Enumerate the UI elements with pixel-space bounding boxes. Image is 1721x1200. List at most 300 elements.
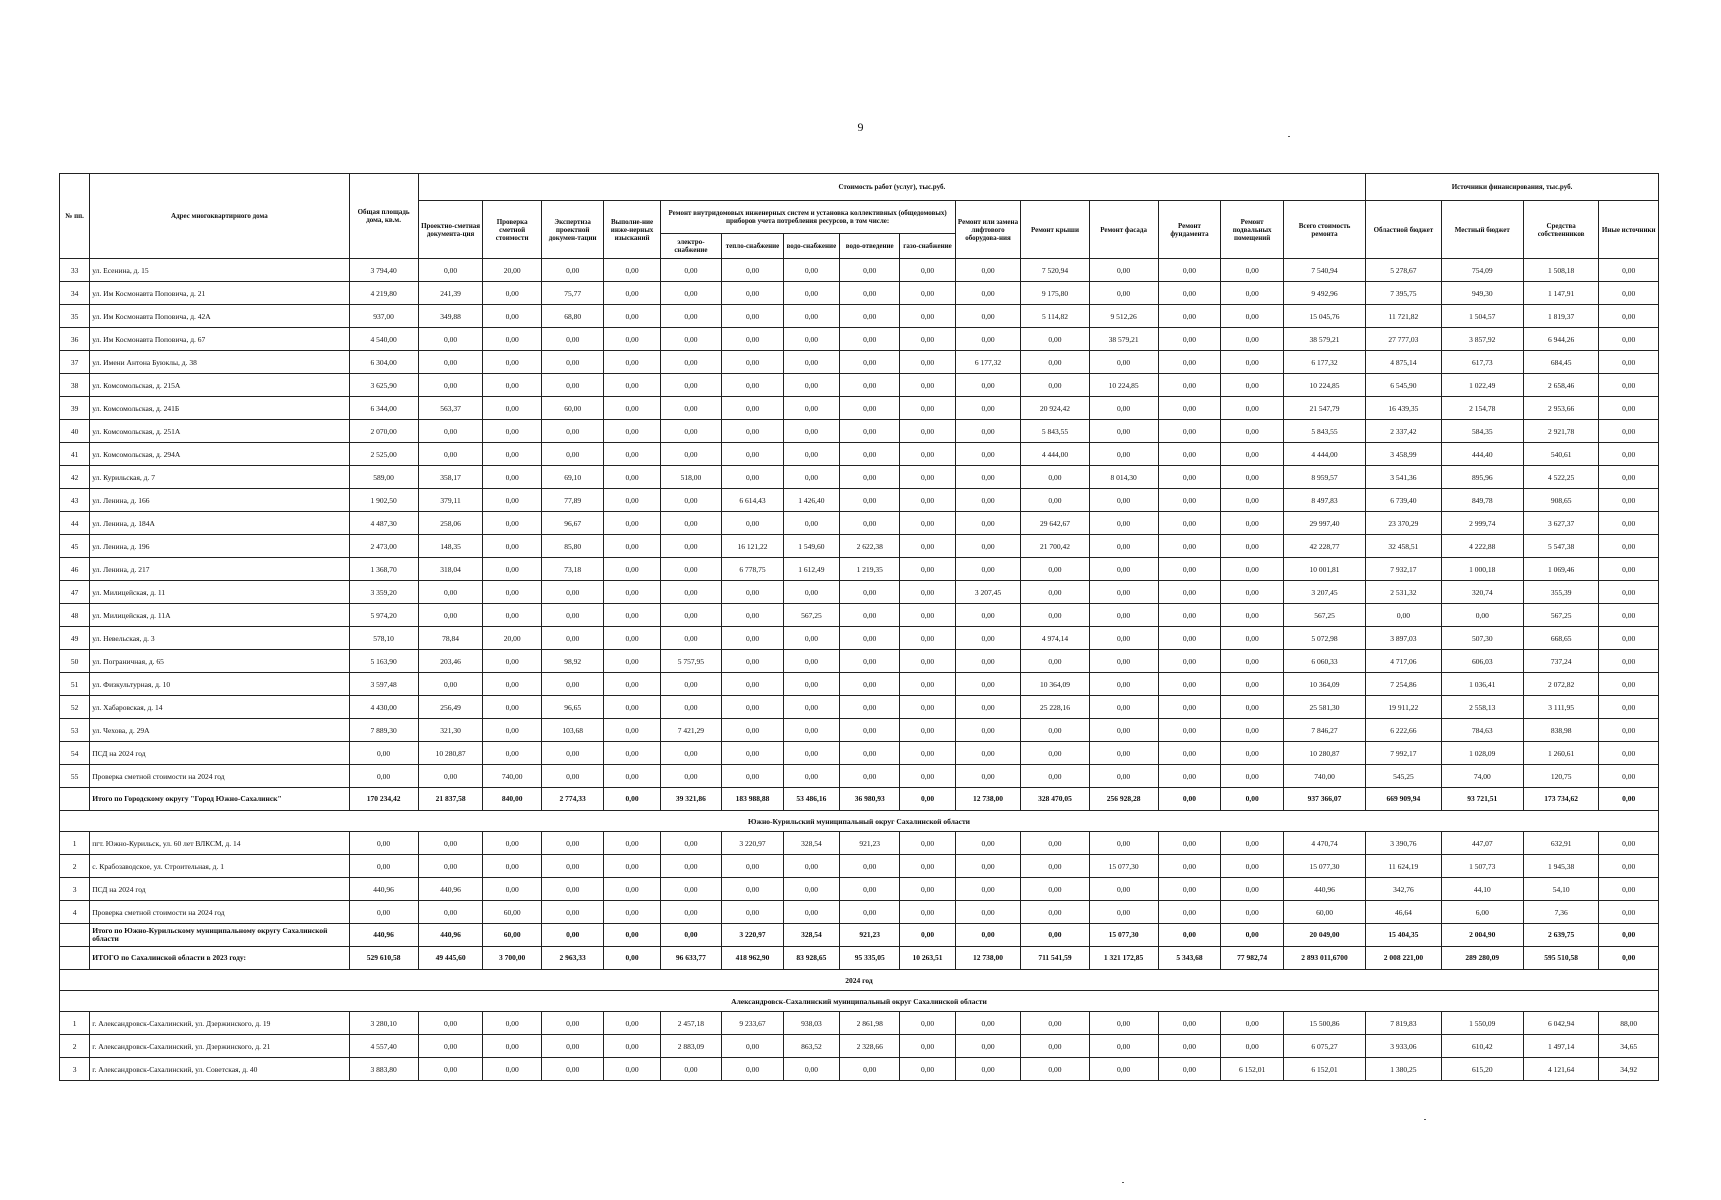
row-value: 3 220,97 <box>722 924 784 947</box>
row-value: 0,00 <box>1599 696 1659 719</box>
row-value: 4 557,40 <box>349 1035 418 1058</box>
row-value: 6 177,32 <box>955 351 1021 374</box>
row-value: 0,00 <box>541 765 604 788</box>
row-value: 0,00 <box>604 351 660 374</box>
row-value: 0,00 <box>783 397 839 420</box>
row-number <box>60 924 90 947</box>
row-value: 0,00 <box>660 282 722 305</box>
row-value: 0,00 <box>1599 788 1659 811</box>
row-value: 0,00 <box>1089 1058 1158 1081</box>
row-value: 0,00 <box>1599 765 1659 788</box>
row-value: 0,00 <box>418 1058 483 1081</box>
row-number: 50 <box>60 650 90 673</box>
row-value: 203,46 <box>418 650 483 673</box>
row-value: 0,00 <box>839 719 900 742</box>
row-address: ул. Имени Антона Буюклы, д. 38 <box>90 351 349 374</box>
header-sources-group: Источники финансирования, тыс.руб. <box>1366 174 1659 201</box>
row-value: 0,00 <box>900 924 955 947</box>
row-value: 2 070,00 <box>349 420 418 443</box>
row-address: пгт. Южно-Курильск, ул. 60 лет ВЛКСМ, д. 14 <box>90 832 349 855</box>
row-value: 1 902,50 <box>349 489 418 512</box>
row-value: 10 224,85 <box>1283 374 1365 397</box>
row-value: 120,75 <box>1523 765 1599 788</box>
row-value: 784,63 <box>1441 719 1523 742</box>
row-value: 10 364,09 <box>1283 673 1365 696</box>
row-value: 0,00 <box>783 328 839 351</box>
row-value: 0,00 <box>783 765 839 788</box>
row-value: 0,00 <box>660 832 722 855</box>
row-value: 0,00 <box>1158 397 1221 420</box>
row-value: 75,77 <box>541 282 604 305</box>
row-value: 320,74 <box>1441 581 1523 604</box>
row-value: 2 473,00 <box>349 535 418 558</box>
row-value: 1 497,14 <box>1523 1035 1599 1058</box>
row-value: 0,00 <box>660 489 722 512</box>
row-value: 98,92 <box>541 650 604 673</box>
row-value: 0,00 <box>1158 282 1221 305</box>
row-value: 0,00 <box>1089 397 1158 420</box>
row-address: Проверка сметной стоимости на 2024 год <box>90 901 349 924</box>
row-value: 0,00 <box>1158 742 1221 765</box>
row-value: 0,00 <box>1599 924 1659 947</box>
row-value: 0,00 <box>955 673 1021 696</box>
header-facade: Ремонт фасада <box>1089 201 1158 259</box>
row-value: 1 321 172,85 <box>1089 947 1158 970</box>
row-value: 0,00 <box>1021 878 1089 901</box>
row-value: 0,00 <box>1158 443 1221 466</box>
row-value: 15 077,30 <box>1089 855 1158 878</box>
row-value: 0,00 <box>839 489 900 512</box>
row-number: 42 <box>60 466 90 489</box>
row-value: 895,96 <box>1441 466 1523 489</box>
row-value: 2 457,18 <box>660 1012 722 1035</box>
row-value: 0,00 <box>839 443 900 466</box>
row-address: ул. Физкультурная, д. 10 <box>90 673 349 696</box>
row-value: 0,00 <box>1158 878 1221 901</box>
row-address: г. Александровск-Сахалинский, ул. Дзержинского, д. 21 <box>90 1035 349 1058</box>
row-value: 0,00 <box>1021 924 1089 947</box>
row-value: 444,40 <box>1441 443 1523 466</box>
row-value: 258,06 <box>418 512 483 535</box>
row-value: 0,00 <box>1599 443 1659 466</box>
row-value: 15 077,30 <box>1283 855 1365 878</box>
row-value: 0,00 <box>1089 1012 1158 1035</box>
row-value: 0,00 <box>783 466 839 489</box>
row-value: 0,00 <box>660 374 722 397</box>
row-value: 96,67 <box>541 512 604 535</box>
row-address: ул. Им Космонавта Поповича, д. 42А <box>90 305 349 328</box>
row-value: 0,00 <box>418 420 483 443</box>
row-value: 5 343,68 <box>1158 947 1221 970</box>
row-value: 740,00 <box>483 765 541 788</box>
row-number: 48 <box>60 604 90 627</box>
row-value: 0,00 <box>783 443 839 466</box>
row-value: 0,00 <box>541 604 604 627</box>
row-value: 10 224,85 <box>1089 374 1158 397</box>
header-local: Местный бюджет <box>1441 201 1523 259</box>
row-value: 0,00 <box>955 443 1021 466</box>
row-value: 0,00 <box>604 832 660 855</box>
row-value: 737,24 <box>1523 650 1599 673</box>
table-row <box>60 466 1659 489</box>
row-value: 96,65 <box>541 696 604 719</box>
row-value: 358,17 <box>418 466 483 489</box>
row-number: 49 <box>60 627 90 650</box>
row-number: 2 <box>60 855 90 878</box>
row-value: 0,00 <box>1158 374 1221 397</box>
row-number <box>60 788 90 811</box>
row-value: 0,00 <box>541 627 604 650</box>
row-value: 0,00 <box>839 673 900 696</box>
row-value: 0,00 <box>783 282 839 305</box>
row-value: 3 857,92 <box>1441 328 1523 351</box>
row-value: 12 738,00 <box>955 947 1021 970</box>
row-value: 0,00 <box>1089 673 1158 696</box>
row-value: 15 500,86 <box>1283 1012 1365 1035</box>
row-value: 0,00 <box>1021 558 1089 581</box>
row-number: 39 <box>60 397 90 420</box>
row-value: 632,91 <box>1523 832 1599 855</box>
table-row <box>60 282 1659 305</box>
row-number: 33 <box>60 259 90 282</box>
row-value: 0,00 <box>604 374 660 397</box>
row-value: 0,00 <box>1221 1035 1284 1058</box>
row-value: 85,80 <box>541 535 604 558</box>
row-value: 0,00 <box>722 581 784 604</box>
row-value: 0,00 <box>900 466 955 489</box>
row-value: 2 999,74 <box>1441 512 1523 535</box>
table-row <box>60 443 1659 466</box>
row-value: 0,00 <box>900 878 955 901</box>
row-value: 0,00 <box>541 1058 604 1081</box>
row-value: 0,00 <box>604 673 660 696</box>
row-number: 3 <box>60 878 90 901</box>
section-heading-label: Южно-Курильский муниципальный округ Сахалинской области <box>60 811 1659 832</box>
row-address: с. Крабозаводское, ул. Строительная, д. 1 <box>90 855 349 878</box>
row-value: 3 597,48 <box>349 673 418 696</box>
row-value: 0,00 <box>955 878 1021 901</box>
header-owners: Средства собственников <box>1523 201 1599 259</box>
row-value: 0,00 <box>604 696 660 719</box>
row-value: 0,00 <box>955 1035 1021 1058</box>
row-value: 1 036,41 <box>1441 673 1523 696</box>
row-value: 0,00 <box>1158 832 1221 855</box>
row-address: ул. Им Космонавта Поповича, д. 67 <box>90 328 349 351</box>
row-value: 2 953,66 <box>1523 397 1599 420</box>
row-value: 0,00 <box>1089 581 1158 604</box>
row-value: 9 512,26 <box>1089 305 1158 328</box>
row-value: 0,00 <box>1158 1012 1221 1035</box>
row-value: 0,00 <box>1599 305 1659 328</box>
row-value: 1 550,09 <box>1441 1012 1523 1035</box>
row-value: 0,00 <box>1221 259 1284 282</box>
table-row <box>60 374 1659 397</box>
row-value: 0,00 <box>955 627 1021 650</box>
row-value: 0,00 <box>900 832 955 855</box>
row-value: 0,00 <box>483 673 541 696</box>
row-value: 0,00 <box>1599 259 1659 282</box>
row-value: 0,00 <box>900 673 955 696</box>
row-value: 6 304,00 <box>349 351 418 374</box>
row-value: 0,00 <box>1221 535 1284 558</box>
row-value: 95 335,05 <box>839 947 900 970</box>
header-regional: Областной бюджет <box>1366 201 1442 259</box>
row-value: 0,00 <box>1599 878 1659 901</box>
row-value: 0,00 <box>900 627 955 650</box>
row-value: 0,00 <box>1221 1012 1284 1035</box>
row-value: 0,00 <box>900 328 955 351</box>
row-value: 838,98 <box>1523 719 1599 742</box>
row-value: 0,00 <box>1089 512 1158 535</box>
row-number: 37 <box>60 351 90 374</box>
row-value: 0,00 <box>660 535 722 558</box>
row-value: 3 625,90 <box>349 374 418 397</box>
row-value: 0,00 <box>783 650 839 673</box>
row-value: 0,00 <box>1021 650 1089 673</box>
row-value: 0,00 <box>418 604 483 627</box>
row-value: 0,00 <box>839 259 900 282</box>
row-value: 38 579,21 <box>1283 328 1365 351</box>
row-value: 0,00 <box>839 466 900 489</box>
row-value: 1 022,49 <box>1441 374 1523 397</box>
row-value: 5 843,55 <box>1283 420 1365 443</box>
table-row <box>60 696 1659 719</box>
table-row <box>60 765 1659 788</box>
row-value: 0,00 <box>483 489 541 512</box>
row-value: 0,00 <box>483 1012 541 1035</box>
row-value: 0,00 <box>900 901 955 924</box>
row-address: ул. Комсомольская, д. 241Б <box>90 397 349 420</box>
row-value: 0,00 <box>1221 397 1284 420</box>
row-value: 0,00 <box>1599 901 1659 924</box>
row-value: 0,00 <box>839 878 900 901</box>
row-value: 863,52 <box>783 1035 839 1058</box>
table-row <box>60 1012 1659 1035</box>
row-value: 6 778,75 <box>722 558 784 581</box>
row-value: 669 909,94 <box>1366 788 1442 811</box>
row-value: 0,00 <box>722 878 784 901</box>
row-value: 0,00 <box>1221 328 1284 351</box>
row-value: 0,00 <box>1089 1035 1158 1058</box>
row-value: 0,00 <box>1158 1058 1221 1081</box>
row-value: 46,64 <box>1366 901 1442 924</box>
row-value: 0,00 <box>1021 832 1089 855</box>
row-value: 584,35 <box>1441 420 1523 443</box>
row-value: 0,00 <box>1599 650 1659 673</box>
row-address: ул. Хабаровская, д. 14 <box>90 696 349 719</box>
row-address: ИТОГО по Сахалинской области в 2023 году: <box>90 947 349 970</box>
row-value: 256,49 <box>418 696 483 719</box>
row-value: 840,00 <box>483 788 541 811</box>
row-value: 0,00 <box>1158 1035 1221 1058</box>
row-value: 0,00 <box>1158 489 1221 512</box>
row-value: 78,84 <box>418 627 483 650</box>
row-value: 4 219,80 <box>349 282 418 305</box>
row-value: 0,00 <box>955 397 1021 420</box>
row-value: 0,00 <box>722 282 784 305</box>
row-value: 0,00 <box>604 719 660 742</box>
row-value: 77,89 <box>541 489 604 512</box>
row-value: 0,00 <box>783 627 839 650</box>
row-value: 0,00 <box>1221 832 1284 855</box>
row-value: 0,00 <box>1221 282 1284 305</box>
row-value: 0,00 <box>660 855 722 878</box>
row-value: 0,00 <box>900 765 955 788</box>
row-value: 0,00 <box>483 1035 541 1058</box>
row-value: 589,00 <box>349 466 418 489</box>
row-value: 0,00 <box>955 489 1021 512</box>
row-value: 6 739,40 <box>1366 489 1442 512</box>
table-row <box>60 581 1659 604</box>
row-value: 4 522,25 <box>1523 466 1599 489</box>
row-value: 0,00 <box>1221 512 1284 535</box>
header-elevator: Ремонт или замена лифтового оборудова-ния <box>955 201 1021 259</box>
row-value: 318,04 <box>418 558 483 581</box>
row-value: 0,00 <box>839 282 900 305</box>
row-value: 0,00 <box>1158 466 1221 489</box>
header-cost-group: Стоимость работ (услуг), тыс.руб. <box>418 174 1365 201</box>
scan-speck <box>1122 1182 1124 1183</box>
row-value: 0,00 <box>418 765 483 788</box>
row-value: 567,25 <box>1283 604 1365 627</box>
row-value: 0,00 <box>604 282 660 305</box>
row-value: 529 610,58 <box>349 947 418 970</box>
year-heading-label: 2024 год <box>60 970 1659 991</box>
header-sewer: водо-отведение <box>839 234 900 259</box>
row-value: 0,00 <box>483 1058 541 1081</box>
row-value: 20,00 <box>483 259 541 282</box>
row-value: 3 897,03 <box>1366 627 1442 650</box>
row-value: 0,00 <box>604 397 660 420</box>
row-value: 507,30 <box>1441 627 1523 650</box>
row-value: 0,00 <box>1221 604 1284 627</box>
row-value: 0,00 <box>1089 351 1158 374</box>
row-value: 2 883,09 <box>660 1035 722 1058</box>
row-address: ул. Ленина, д. 166 <box>90 489 349 512</box>
row-value: 2 921,78 <box>1523 420 1599 443</box>
row-value: 5 974,20 <box>349 604 418 627</box>
row-address: ул. Пограничная, д. 65 <box>90 650 349 673</box>
row-value: 4 444,00 <box>1021 443 1089 466</box>
row-value: 0,00 <box>900 443 955 466</box>
row-value: 74,00 <box>1441 765 1523 788</box>
row-value: 0,00 <box>541 1035 604 1058</box>
row-value: 2 008 221,00 <box>1366 947 1442 970</box>
row-value: 21 547,79 <box>1283 397 1365 420</box>
row-value: 0,00 <box>900 420 955 443</box>
row-value: 518,00 <box>660 466 722 489</box>
row-value: 921,23 <box>839 832 900 855</box>
row-value: 32 458,51 <box>1366 535 1442 558</box>
row-value: 27 777,03 <box>1366 328 1442 351</box>
row-value: 4 974,14 <box>1021 627 1089 650</box>
row-value: 0,00 <box>604 305 660 328</box>
row-value: 0,00 <box>660 443 722 466</box>
row-value: 0,00 <box>722 351 784 374</box>
header-electric: электро-снабжение <box>660 234 722 259</box>
row-value: 0,00 <box>783 673 839 696</box>
row-number: 2 <box>60 1035 90 1058</box>
row-value: 0,00 <box>660 558 722 581</box>
row-value: 0,00 <box>1089 558 1158 581</box>
row-value: 0,00 <box>1158 696 1221 719</box>
row-value: 0,00 <box>541 901 604 924</box>
row-value: 0,00 <box>483 328 541 351</box>
table-row <box>60 901 1659 924</box>
row-value: 60,00 <box>483 901 541 924</box>
row-value: 60,00 <box>541 397 604 420</box>
row-value: 0,00 <box>1221 855 1284 878</box>
row-value: 0,00 <box>900 696 955 719</box>
row-value: 0,00 <box>839 742 900 765</box>
row-value: 9 175,80 <box>1021 282 1089 305</box>
row-value: 0,00 <box>955 282 1021 305</box>
row-value: 0,00 <box>604 788 660 811</box>
row-value: 0,00 <box>722 420 784 443</box>
table-row <box>60 397 1659 420</box>
row-value: 0,00 <box>349 832 418 855</box>
row-value: 0,00 <box>839 351 900 374</box>
row-value: 12 738,00 <box>955 788 1021 811</box>
row-value: 3 111,95 <box>1523 696 1599 719</box>
row-value: 7 992,17 <box>1366 742 1442 765</box>
row-value: 0,00 <box>1158 420 1221 443</box>
row-value: 0,00 <box>839 1058 900 1081</box>
row-value: 0,00 <box>483 351 541 374</box>
row-value: 0,00 <box>955 832 1021 855</box>
row-address: ул. Чехова, д. 29А <box>90 719 349 742</box>
row-value: 0,00 <box>1089 443 1158 466</box>
row-value: 0,00 <box>839 696 900 719</box>
row-value: 0,00 <box>604 512 660 535</box>
header-engineering-group: Ремонт внутридомовых инженерных систем и установка коллективных (общедомовых) приборов учета потребления ресурсов, в том числе: <box>660 201 955 234</box>
row-address: ПСД на 2024 год <box>90 878 349 901</box>
row-value: 2 154,78 <box>1441 397 1523 420</box>
row-value: 0,00 <box>1599 627 1659 650</box>
row-address: ул. Милицейская, д. 11 <box>90 581 349 604</box>
row-value: 88,00 <box>1599 1012 1659 1035</box>
row-value: 0,00 <box>483 512 541 535</box>
row-value: 10 263,51 <box>900 947 955 970</box>
row-value: 0,00 <box>541 420 604 443</box>
row-value: 256 928,28 <box>1089 788 1158 811</box>
row-value: 0,00 <box>900 512 955 535</box>
row-value: 0,00 <box>900 535 955 558</box>
row-value: 96 633,77 <box>660 947 722 970</box>
row-value: 0,00 <box>604 489 660 512</box>
row-value: 0,00 <box>1089 878 1158 901</box>
row-value: 0,00 <box>483 420 541 443</box>
row-value: 0,00 <box>955 855 1021 878</box>
row-value: 0,00 <box>660 878 722 901</box>
row-value: 0,00 <box>1089 489 1158 512</box>
row-value: 0,00 <box>418 374 483 397</box>
row-value: 7 520,94 <box>1021 259 1089 282</box>
row-value: 2 328,66 <box>839 1035 900 1058</box>
table-row <box>60 1058 1659 1081</box>
row-value: 0,00 <box>1021 855 1089 878</box>
row-value: 0,00 <box>722 512 784 535</box>
row-value: 0,00 <box>839 604 900 627</box>
scan-speck <box>1424 1119 1426 1120</box>
row-address: ул. Комсомольская, д. 215А <box>90 374 349 397</box>
row-value: 34,65 <box>1599 1035 1659 1058</box>
row-value: 4 875,14 <box>1366 351 1442 374</box>
row-value: 0,00 <box>1089 696 1158 719</box>
row-value: 0,00 <box>483 581 541 604</box>
row-address: ПСД на 2024 год <box>90 742 349 765</box>
row-value: 0,00 <box>660 328 722 351</box>
